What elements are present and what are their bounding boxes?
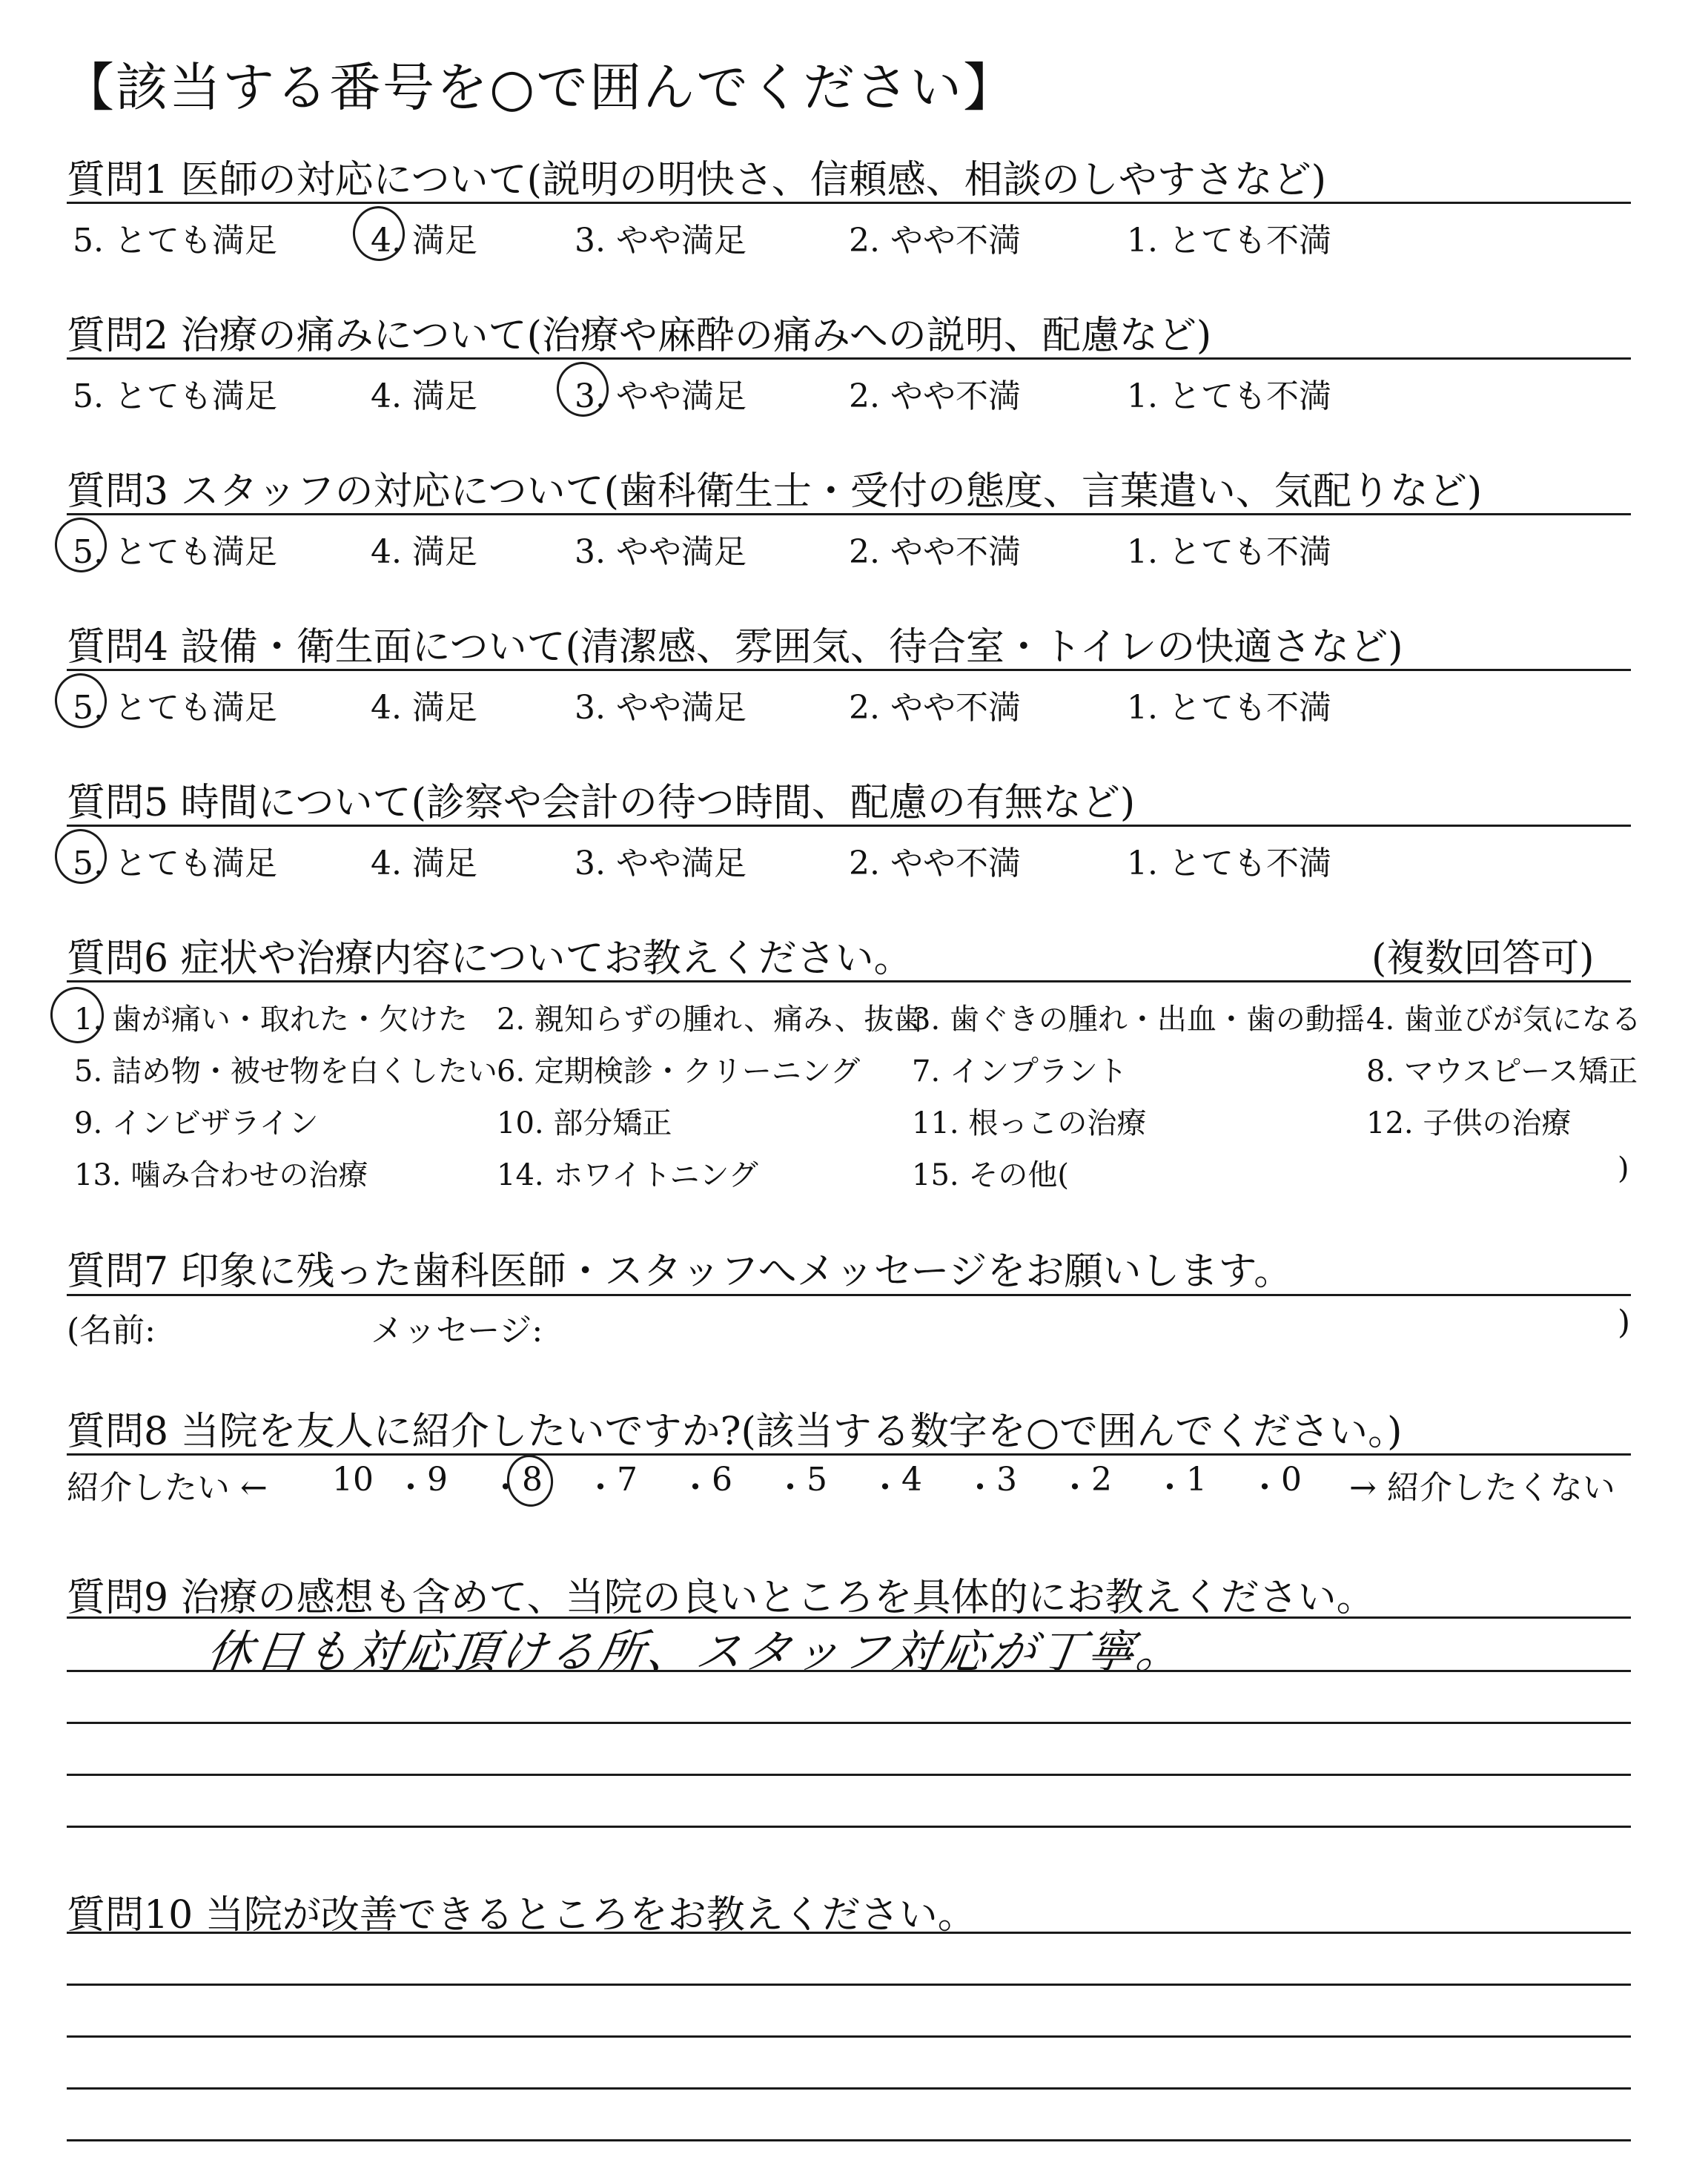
q8-scale-separator: ・ [869, 1469, 901, 1507]
q7-close-paren: ) [1618, 1304, 1631, 1341]
q2-title: 質問2 治療の痛みについて(治療や麻酔の痛みへの説明、配慮など) [67, 314, 1212, 358]
q1-option[interactable]: 3. やや満足 [575, 222, 747, 260]
q6-option[interactable]: 7. インプラント [912, 1054, 1128, 1089]
q6-note: (複数回答可) [1371, 937, 1595, 981]
q8-scale-value[interactable]: 8 [522, 1461, 543, 1499]
q8-scale-separator: ・ [1059, 1469, 1091, 1507]
q1-option[interactable]: 5. とても満足 [73, 222, 277, 260]
q2-option[interactable]: 2. やや不満 [849, 377, 1021, 415]
q6-option[interactable]: 2. 親知らずの腫れ、痛み、抜歯 [497, 1003, 924, 1037]
q8-scale-separator: ・ [774, 1469, 807, 1507]
q6-other-close-paren: ) [1618, 1152, 1629, 1186]
q7-rule [67, 1294, 1631, 1296]
q5-option[interactable]: 3. やや満足 [575, 845, 747, 882]
q6-option[interactable]: 14. ホワイトニング [497, 1158, 758, 1192]
q7-name-label: (名前: [67, 1312, 156, 1350]
q9-line [67, 1722, 1631, 1724]
q4-option[interactable]: 4. 満足 [371, 689, 477, 727]
q6-option[interactable]: 1. 歯が痛い・取れた・欠けた [74, 1003, 468, 1037]
q3-title: 質問3 スタッフの対応について(歯科衛生士・受付の態度、言葉遣い、気配りなど) [67, 469, 1483, 514]
q8-scale-separator: ・ [394, 1469, 427, 1507]
q3-option[interactable]: 4. 満足 [371, 533, 477, 571]
q1-rule [67, 202, 1631, 204]
q8-rule [67, 1453, 1631, 1456]
q4-title: 質問4 設備・衛生面について(清潔感、雰囲気、待合室・トイレの快適さなど) [67, 625, 1403, 670]
q2-option[interactable]: 4. 満足 [371, 377, 477, 415]
q4-option[interactable]: 2. やや不満 [849, 689, 1021, 727]
q8-scale-value[interactable]: 9 [427, 1461, 448, 1499]
q6-option[interactable]: 13. 噛み合わせの治療 [74, 1158, 368, 1192]
q1-option[interactable]: 1. とても不満 [1127, 222, 1331, 260]
q2-option[interactable]: 3. やや満足 [575, 377, 747, 415]
q6-option[interactable]: 15. その他( [912, 1158, 1069, 1192]
q4-rule [67, 669, 1631, 671]
q3-option[interactable]: 1. とても不満 [1127, 533, 1331, 571]
q5-option[interactable]: 4. 満足 [371, 845, 477, 882]
q5-option[interactable]: 5. とても満足 [73, 845, 277, 882]
q8-scale-value[interactable]: 3 [996, 1461, 1017, 1499]
q2-option[interactable]: 5. とても満足 [73, 377, 277, 415]
q10-title: 質問10 当院が改善できるところをお教えください。 [67, 1893, 976, 1938]
q6-option[interactable]: 10. 部分矯正 [497, 1106, 672, 1140]
q4-option[interactable]: 1. とても不満 [1127, 689, 1331, 727]
q5-rule [67, 825, 1631, 827]
q6-option[interactable]: 6. 定期検診・クリーニング [497, 1054, 861, 1089]
q1-option[interactable]: 2. やや不満 [849, 222, 1021, 260]
q6-option[interactable]: 4. 歯並びが気になる [1366, 1003, 1641, 1037]
q6-title: 質問6 症状や治療内容についてお教えください。 [67, 937, 913, 981]
q10-line [67, 1984, 1631, 1986]
q8-title: 質問8 当院を友人に紹介したいですか?(該当する数字を○で囲んでください。) [67, 1410, 1403, 1454]
q8-scale-value[interactable]: 7 [617, 1461, 638, 1499]
q8-left-label: 紹介したい ← [67, 1469, 268, 1507]
q8-scale-separator: ・ [964, 1469, 996, 1507]
q6-option[interactable]: 11. 根っこの治療 [912, 1106, 1147, 1140]
q2-rule [67, 357, 1631, 360]
q8-scale-separator: ・ [584, 1469, 617, 1507]
q5-option[interactable]: 1. とても不満 [1127, 845, 1331, 882]
q9-handwritten-answer: 休日も対応頂ける所、スタッフ対応が丁寧。 [203, 1625, 1190, 1679]
q5-option[interactable]: 2. やや不満 [849, 845, 1021, 882]
q3-option[interactable]: 2. やや不満 [849, 533, 1021, 571]
q8-scale-separator: ・ [489, 1469, 522, 1507]
q10-line [67, 1932, 1631, 1934]
q9-line [67, 1670, 1631, 1672]
q9-line [67, 1774, 1631, 1776]
q6-option[interactable]: 9. インビザライン [74, 1106, 319, 1140]
q3-option[interactable]: 3. やや満足 [575, 533, 747, 571]
q6-option[interactable]: 12. 子供の治療 [1366, 1106, 1572, 1140]
q8-scale-value[interactable]: 10 [332, 1461, 374, 1499]
q5-title: 質問5 時間について(診察や会計の待つ時間、配慮の有無など) [67, 781, 1136, 825]
q7-message-label: メッセージ: [371, 1312, 543, 1350]
q8-scale-separator: ・ [679, 1469, 712, 1507]
q4-option[interactable]: 5. とても満足 [73, 689, 277, 727]
q9-line [67, 1826, 1631, 1828]
q10-line [67, 2087, 1631, 2090]
q7-title: 質問7 印象に残った歯科医師・スタッフへメッセージをお願いします。 [67, 1249, 1293, 1294]
q3-option[interactable]: 5. とても満足 [73, 533, 277, 571]
q6-option[interactable]: 5. 詰め物・被せ物を白くしたい [74, 1054, 497, 1089]
q4-option[interactable]: 3. やや満足 [575, 689, 747, 727]
q6-rule [67, 980, 1631, 982]
q8-scale-value[interactable]: 6 [712, 1461, 732, 1499]
q8-right-label: → 紹介したくない [1349, 1469, 1615, 1507]
q10-line [67, 2035, 1631, 2038]
q2-option[interactable]: 1. とても不満 [1127, 377, 1331, 415]
q8-scale-value[interactable]: 0 [1281, 1461, 1302, 1499]
q6-option[interactable]: 8. マウスピース矯正 [1366, 1054, 1638, 1089]
q9-title: 質問9 治療の感想も含めて、当院の良いところを具体的にお教えください。 [67, 1576, 1375, 1620]
q8-scale-value[interactable]: 5 [807, 1461, 827, 1499]
q1-option[interactable]: 4. 満足 [371, 222, 477, 260]
q8-scale-value[interactable]: 4 [901, 1461, 922, 1499]
q8-scale-separator: ・ [1248, 1469, 1281, 1507]
q6-option[interactable]: 3. 歯ぐきの腫れ・出血・歯の動揺 [912, 1003, 1365, 1037]
q1-title: 質問1 医師の対応について(説明の明快さ、信頼感、相談のしやすさなど) [67, 158, 1327, 202]
q3-rule [67, 513, 1631, 515]
q8-scale-separator: ・ [1153, 1469, 1186, 1507]
q8-scale-value[interactable]: 2 [1091, 1461, 1112, 1499]
form-title: 【該当する番号を○で囲んでください】 [62, 57, 1017, 118]
q10-line [67, 2139, 1631, 2141]
q8-scale-value[interactable]: 1 [1186, 1461, 1207, 1499]
